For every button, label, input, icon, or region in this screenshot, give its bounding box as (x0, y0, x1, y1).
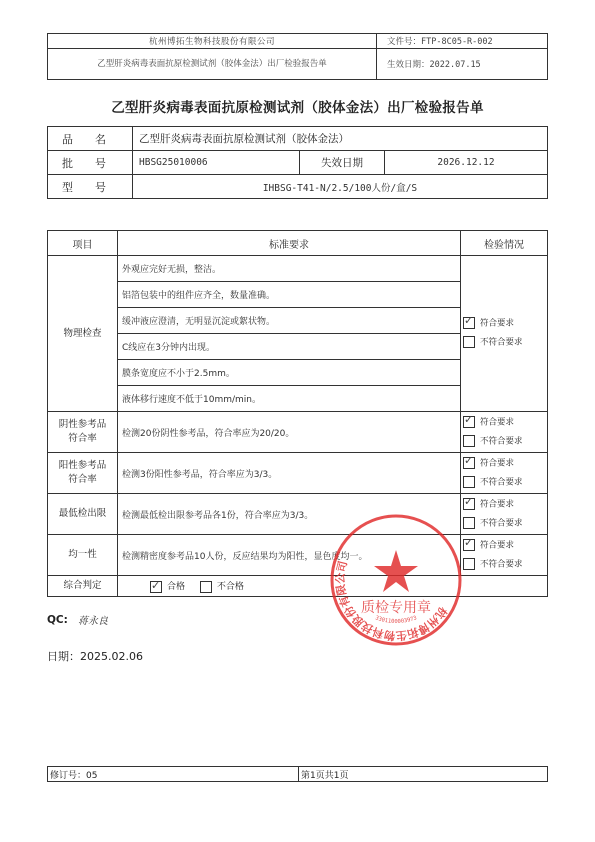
requirement: C线应在3分钟内出现。 (118, 334, 461, 360)
requirement: 检测精密度参考品10人份，反应结果均为阳性，显色度均一。 (118, 535, 461, 576)
stamp-center-text: 质检专用章 (361, 600, 431, 616)
result-cell (461, 535, 548, 576)
qc-signature: 蒋永良 (78, 616, 108, 627)
requirement: 缓冲液应澄清，无明显沉淀或絮状物。 (118, 308, 461, 334)
requirement: 铝箔包装中的组件应齐全，数量准确。 (118, 282, 461, 308)
option-fail: 不符合要求 (463, 336, 547, 349)
report-title: 乙型肝炎病毒表面抗原检测试剂（胶体金法）出厂检验报告单 (111, 100, 484, 116)
inspection-table (47, 230, 548, 597)
checkbox[interactable] (463, 498, 475, 510)
checkbox[interactable] (463, 317, 475, 329)
model-value: IHBSG-T41-N/2.5/100人份/盒/S (133, 175, 548, 199)
batch-label: 批号 (48, 151, 133, 175)
requirement: 检测20份阴性参考品，符合率应为20/20。 (118, 412, 461, 453)
qc-stamp (328, 512, 464, 648)
option-fail: 不符合要求 (463, 435, 547, 448)
option-pass: ✓符合要求 (463, 317, 547, 330)
model-label: 型号 (48, 175, 133, 199)
product-name-value: 乙型肝炎病毒表面抗原检测试剂（胶体金法） (133, 127, 548, 151)
requirement: 液体移行速度不低于10mm/min。 (118, 386, 461, 412)
option-fail: 不符合要求 (463, 517, 547, 530)
conclusion-fail: 不合格 (216, 582, 244, 593)
checkbox[interactable] (463, 476, 475, 488)
checkbox[interactable] (463, 435, 475, 447)
category-uniformity: 均一性 (48, 535, 118, 576)
svg-text:3301100003973 (374, 615, 417, 625)
requirement: 外观应完好无损，整洁。 (118, 256, 461, 282)
stamp-star-icon (374, 550, 418, 592)
qc-label: QC: (47, 614, 68, 626)
requirement: 膜条宽度应不小于2.5mm。 (118, 360, 461, 386)
requirement: 检测3份阳性参考品，符合率应为3/3。 (118, 453, 461, 494)
file-number: 文件号：FTP-8C05-R-002 (377, 34, 548, 49)
document-header (47, 33, 548, 80)
revision-number: 修订号：05 (48, 767, 299, 782)
checkbox[interactable] (463, 336, 475, 348)
option-pass: ✓符合要求 (463, 498, 547, 511)
conclusion-label: 综合判定 (48, 576, 118, 597)
option-pass: ✓符合要求 (463, 539, 547, 552)
checkbox[interactable] (463, 539, 475, 551)
category-physical: 物理检查 (48, 256, 118, 412)
product-name-label: 品名 (48, 127, 133, 151)
requirement: 检测最低检出限参考品各1份，符合率应为3/3。 (118, 494, 461, 535)
checkbox[interactable] (463, 416, 475, 428)
result-cell (461, 256, 548, 412)
document-footer (47, 766, 548, 782)
report-date: 日期：2025.02.06 (47, 650, 143, 663)
product-info-table (47, 126, 548, 199)
result-cell (461, 453, 548, 494)
checkbox[interactable] (463, 517, 475, 529)
col-header-item: 项目 (48, 231, 118, 256)
option-fail: 不符合要求 (463, 558, 547, 571)
conclusion-pass: 合格 (167, 582, 186, 593)
category-negative: 阴性参考品 符合率 (48, 412, 118, 453)
result-cell (461, 412, 548, 453)
expiry-label: 失效日期 (300, 151, 385, 175)
effective-date: 生效日期：2022.07.15 (377, 49, 548, 80)
stamp-number: 3301100003973 (374, 615, 418, 625)
stamp-ring-text: 杭州博拓生物科技股份有限公司 (333, 559, 450, 643)
expiry-value: 2026.12.12 (385, 151, 548, 175)
batch-value: HBSG25010006 (133, 151, 300, 175)
option-pass: ✓符合要求 (463, 416, 547, 429)
result-cell (461, 494, 548, 535)
category-positive: 阳性参考品 符合率 (48, 453, 118, 494)
option-fail: 不符合要求 (463, 476, 547, 489)
company-name: 杭州博拓生物科技股份有限公司 (48, 34, 377, 49)
page-number: 第1页共1页 (299, 767, 548, 782)
col-header-result: 检验情况 (461, 231, 548, 256)
col-header-standard: 标准要求 (118, 231, 461, 256)
option-pass: ✓符合要求 (463, 457, 547, 470)
checkbox[interactable] (200, 581, 212, 593)
checkbox[interactable] (463, 457, 475, 469)
checkbox[interactable] (463, 558, 475, 570)
category-lod: 最低检出限 (48, 494, 118, 535)
checkbox[interactable] (150, 581, 162, 593)
header-doc-title: 乙型肝炎病毒表面抗原检测试剂（胶体金法）出厂检验报告单 (48, 49, 377, 80)
